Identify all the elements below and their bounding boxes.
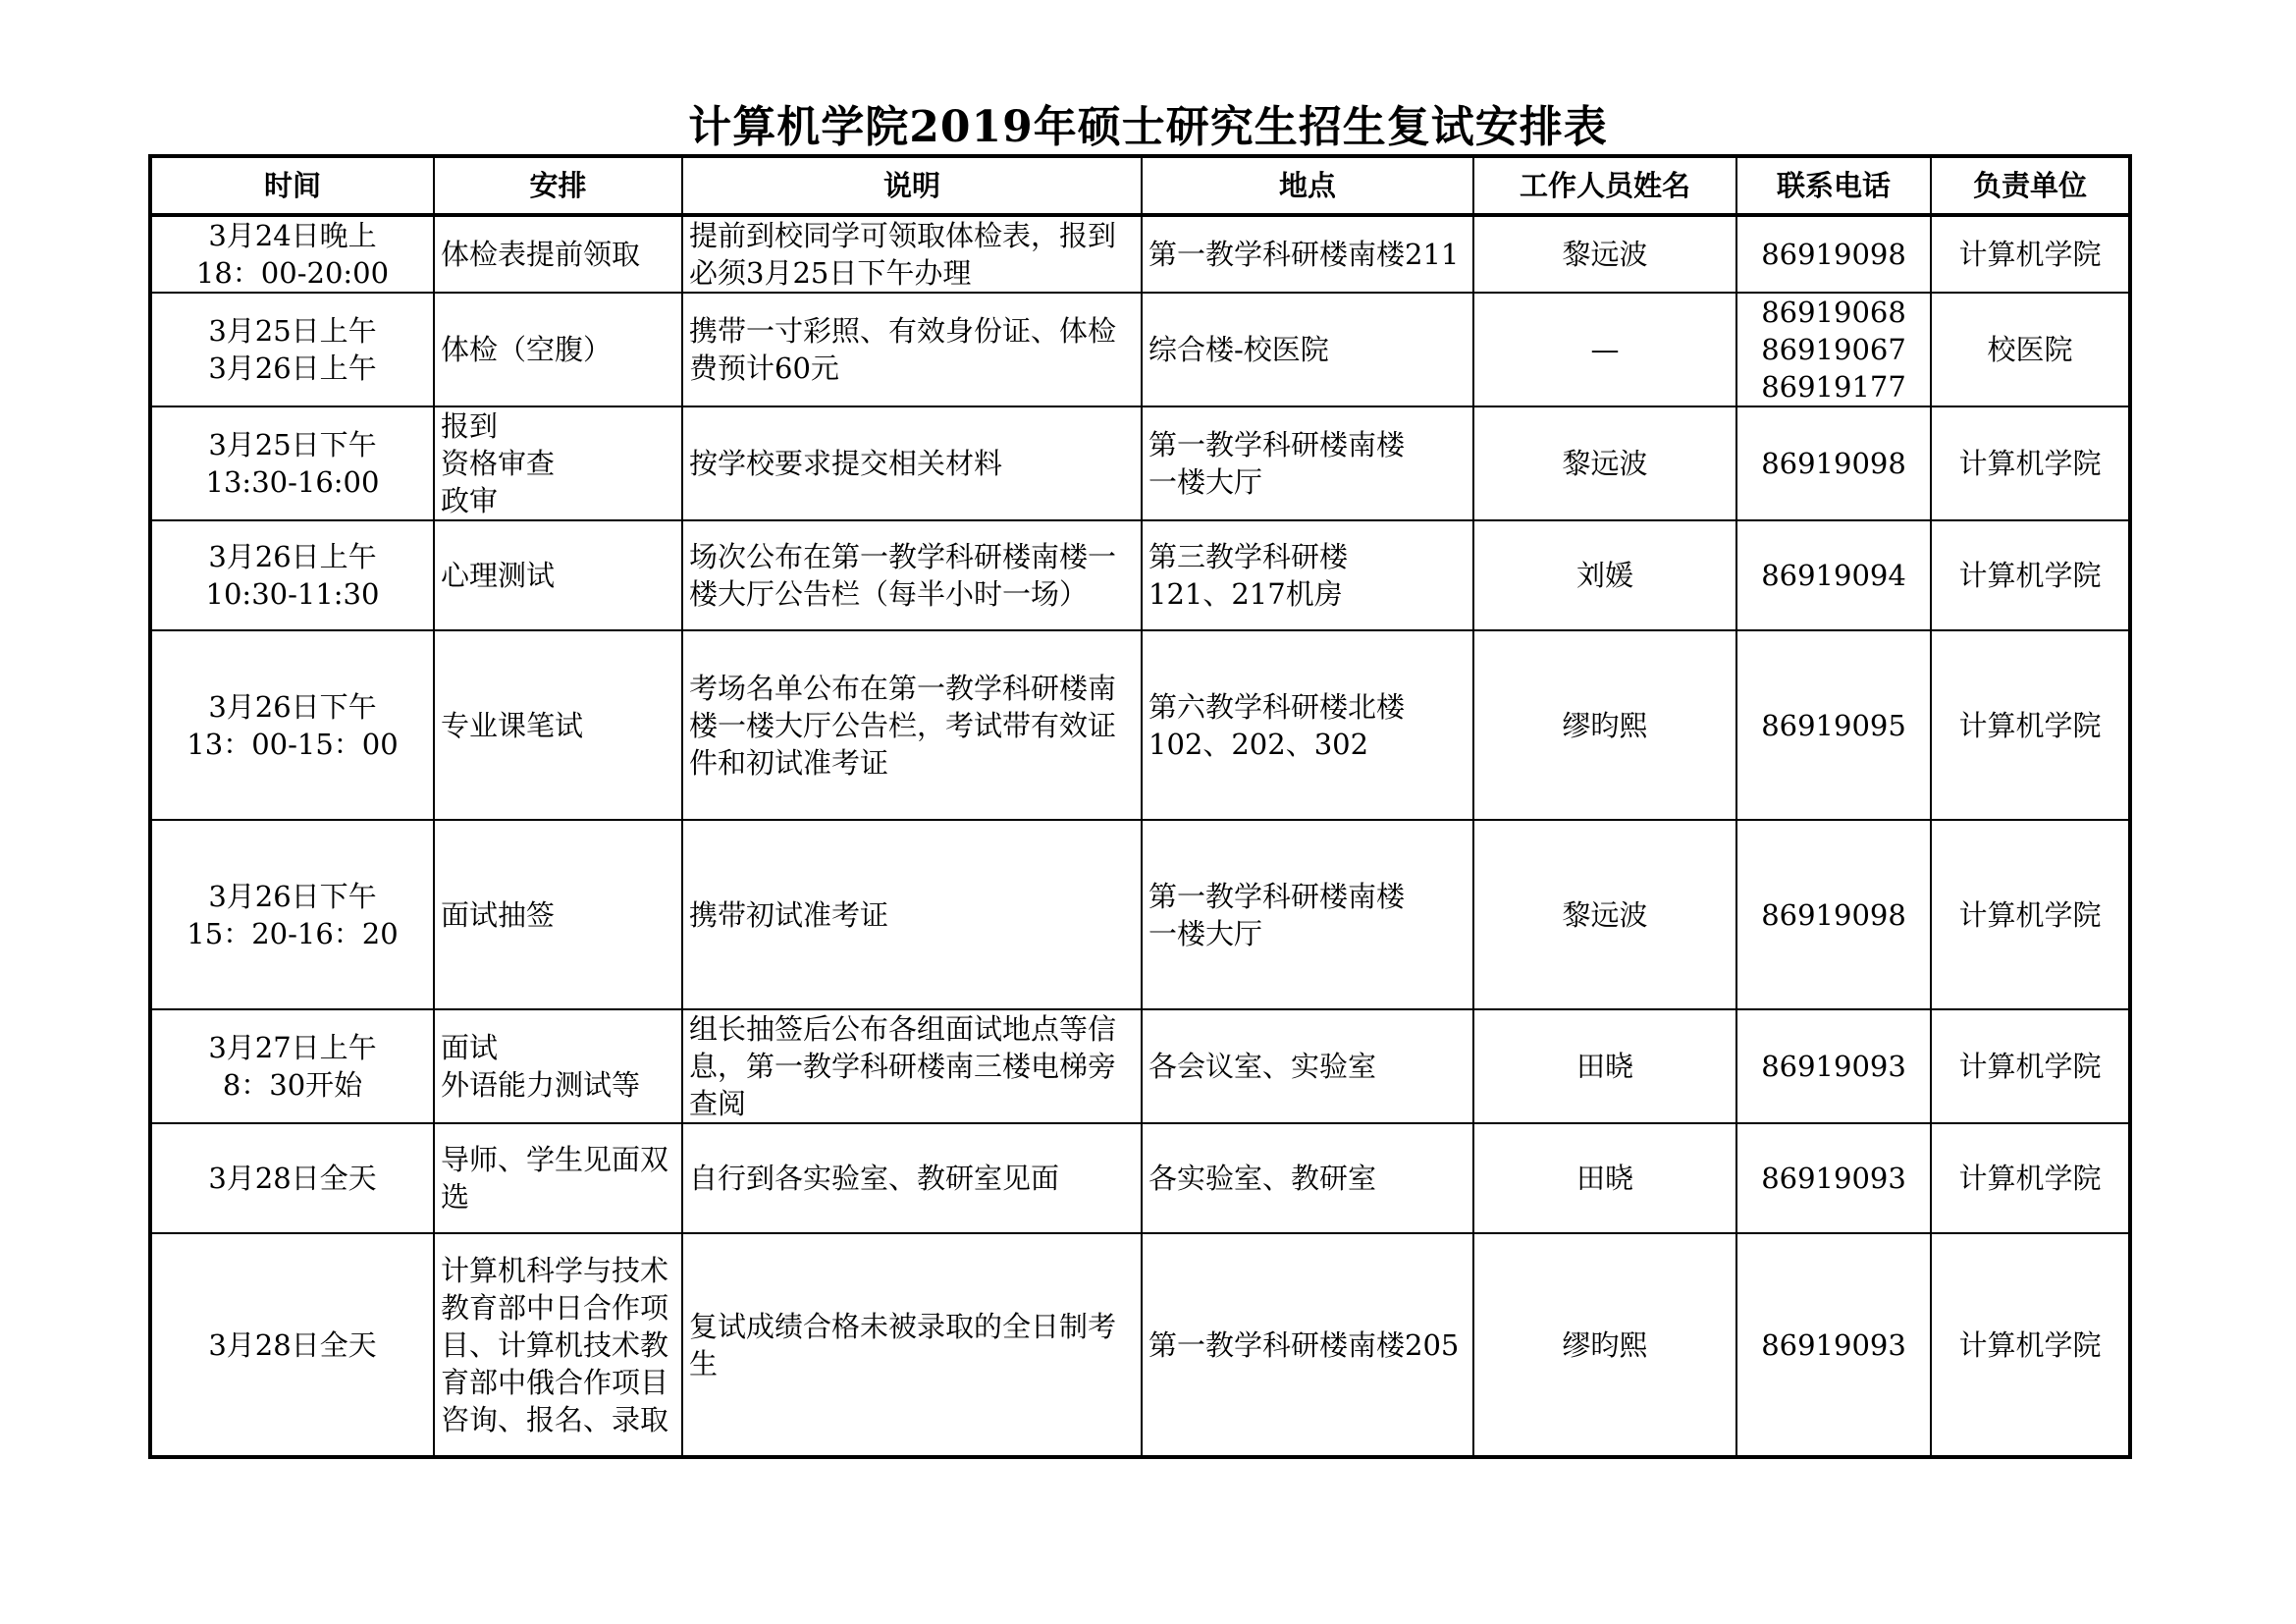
- cell-arrangement: 心理测试: [434, 520, 682, 630]
- cell-unit: 计算机学院: [1931, 1123, 2130, 1233]
- cell-location: 第一教学科研楼南楼211: [1142, 215, 1473, 293]
- cell-location: 各实验室、教研室: [1142, 1123, 1473, 1233]
- cell-unit: 计算机学院: [1931, 406, 2130, 520]
- cell-location: 第六教学科研楼北楼 102、202、302: [1142, 630, 1473, 820]
- cell-description: 组长抽签后公布各组面试地点等信息，第一教学科研楼南三楼电梯旁查阅: [682, 1009, 1142, 1123]
- cell-staff: 黎远波: [1473, 820, 1736, 1009]
- table-row: [150, 293, 2130, 406]
- cell-time: 3月26日下午 13：00-15：00: [150, 630, 434, 820]
- cell-time: 3月25日下午 13:30-16:00: [150, 406, 434, 520]
- cell-location: 综合楼-校医院: [1142, 293, 1473, 406]
- cell-unit: 计算机学院: [1931, 1009, 2130, 1123]
- cell-phone: 86919098: [1736, 215, 1931, 293]
- cell-time: 3月28日全天: [150, 1123, 434, 1233]
- cell-arrangement: 面试 外语能力测试等: [434, 1009, 682, 1123]
- cell-phone: 86919093: [1736, 1233, 1931, 1457]
- cell-unit: 计算机学院: [1931, 630, 2130, 820]
- cell-staff: 缪昀熙: [1473, 630, 1736, 820]
- cell-arrangement: 专业课笔试: [434, 630, 682, 820]
- cell-description: 自行到各实验室、教研室见面: [682, 1123, 1142, 1233]
- column-header-staff: 工作人员姓名: [1473, 156, 1736, 215]
- column-header-location: 地点: [1142, 156, 1473, 215]
- cell-staff: —: [1473, 293, 1736, 406]
- cell-arrangement: 面试抽签: [434, 820, 682, 1009]
- cell-arrangement: 体检表提前领取: [434, 215, 682, 293]
- cell-unit: 计算机学院: [1931, 820, 2130, 1009]
- cell-location: 第一教学科研楼南楼 一楼大厅: [1142, 820, 1473, 1009]
- cell-time: 3月27日上午 8：30开始: [150, 1009, 434, 1123]
- cell-description: 复试成绩合格未被录取的全日制考生: [682, 1233, 1142, 1457]
- cell-unit: 计算机学院: [1931, 1233, 2130, 1457]
- cell-staff: 刘媛: [1473, 520, 1736, 630]
- cell-staff: 田晓: [1473, 1123, 1736, 1233]
- column-header-phone: 联系电话: [1736, 156, 1931, 215]
- page-title: 计算机学院2019年硕士研究生招生复试安排表: [688, 102, 1608, 152]
- cell-description: 考场名单公布在第一教学科研楼南楼一楼大厅公告栏，考试带有效证件和初试准考证: [682, 630, 1142, 820]
- table-row: [150, 630, 2130, 820]
- column-header-time: 时间: [150, 156, 434, 215]
- cell-phone: 86919068 86919067 86919177: [1736, 293, 1931, 406]
- cell-time: 3月26日下午 15：20-16：20: [150, 820, 434, 1009]
- cell-arrangement: 导师、学生见面双选: [434, 1123, 682, 1233]
- cell-location: 第三教学科研楼 121、217机房: [1142, 520, 1473, 630]
- cell-unit: 计算机学院: [1931, 520, 2130, 630]
- table-row: [150, 406, 2130, 520]
- table-row: [150, 1233, 2130, 1457]
- cell-time: 3月26日上午 10:30-11:30: [150, 520, 434, 630]
- table-row: [150, 1009, 2130, 1123]
- table-row: [150, 1123, 2130, 1233]
- cell-description: 携带初试准考证: [682, 820, 1142, 1009]
- schedule-table: [148, 154, 2132, 1459]
- table-row: [150, 215, 2130, 293]
- cell-location: 第一教学科研楼南楼 一楼大厅: [1142, 406, 1473, 520]
- cell-phone: 86919098: [1736, 820, 1931, 1009]
- table-row: [150, 520, 2130, 630]
- cell-location: 第一教学科研楼南楼205: [1142, 1233, 1473, 1457]
- cell-arrangement: 体检（空腹）: [434, 293, 682, 406]
- cell-arrangement: 报到 资格审查 政审: [434, 406, 682, 520]
- header-row: [150, 156, 2130, 215]
- column-header-unit: 负责单位: [1931, 156, 2130, 215]
- cell-phone: 86919098: [1736, 406, 1931, 520]
- cell-description: 场次公布在第一教学科研楼南楼一楼大厅公告栏（每半小时一场）: [682, 520, 1142, 630]
- cell-unit: 计算机学院: [1931, 215, 2130, 293]
- cell-time: 3月28日全天: [150, 1233, 434, 1457]
- cell-phone: 86919094: [1736, 520, 1931, 630]
- cell-staff: 黎远波: [1473, 406, 1736, 520]
- cell-description: 携带一寸彩照、有效身份证、体检费预计60元: [682, 293, 1142, 406]
- column-header-description: 说明: [682, 156, 1142, 215]
- cell-description: 提前到校同学可领取体检表，报到必须3月25日下午办理: [682, 215, 1142, 293]
- cell-phone: 86919095: [1736, 630, 1931, 820]
- cell-time: 3月24日晚上 18：00-20:00: [150, 215, 434, 293]
- cell-phone: 86919093: [1736, 1009, 1931, 1123]
- cell-phone: 86919093: [1736, 1123, 1931, 1233]
- cell-arrangement: 计算机科学与技术教育部中日合作项目、计算机技术教育部中俄合作项目咨询、报名、录取: [434, 1233, 682, 1457]
- column-header-arrangement: 安排: [434, 156, 682, 215]
- cell-staff: 田晓: [1473, 1009, 1736, 1123]
- cell-staff: 缪昀熙: [1473, 1233, 1736, 1457]
- cell-time: 3月25日上午 3月26日上午: [150, 293, 434, 406]
- cell-unit: 校医院: [1931, 293, 2130, 406]
- cell-staff: 黎远波: [1473, 215, 1736, 293]
- table-row: [150, 820, 2130, 1009]
- cell-location: 各会议室、实验室: [1142, 1009, 1473, 1123]
- cell-description: 按学校要求提交相关材料: [682, 406, 1142, 520]
